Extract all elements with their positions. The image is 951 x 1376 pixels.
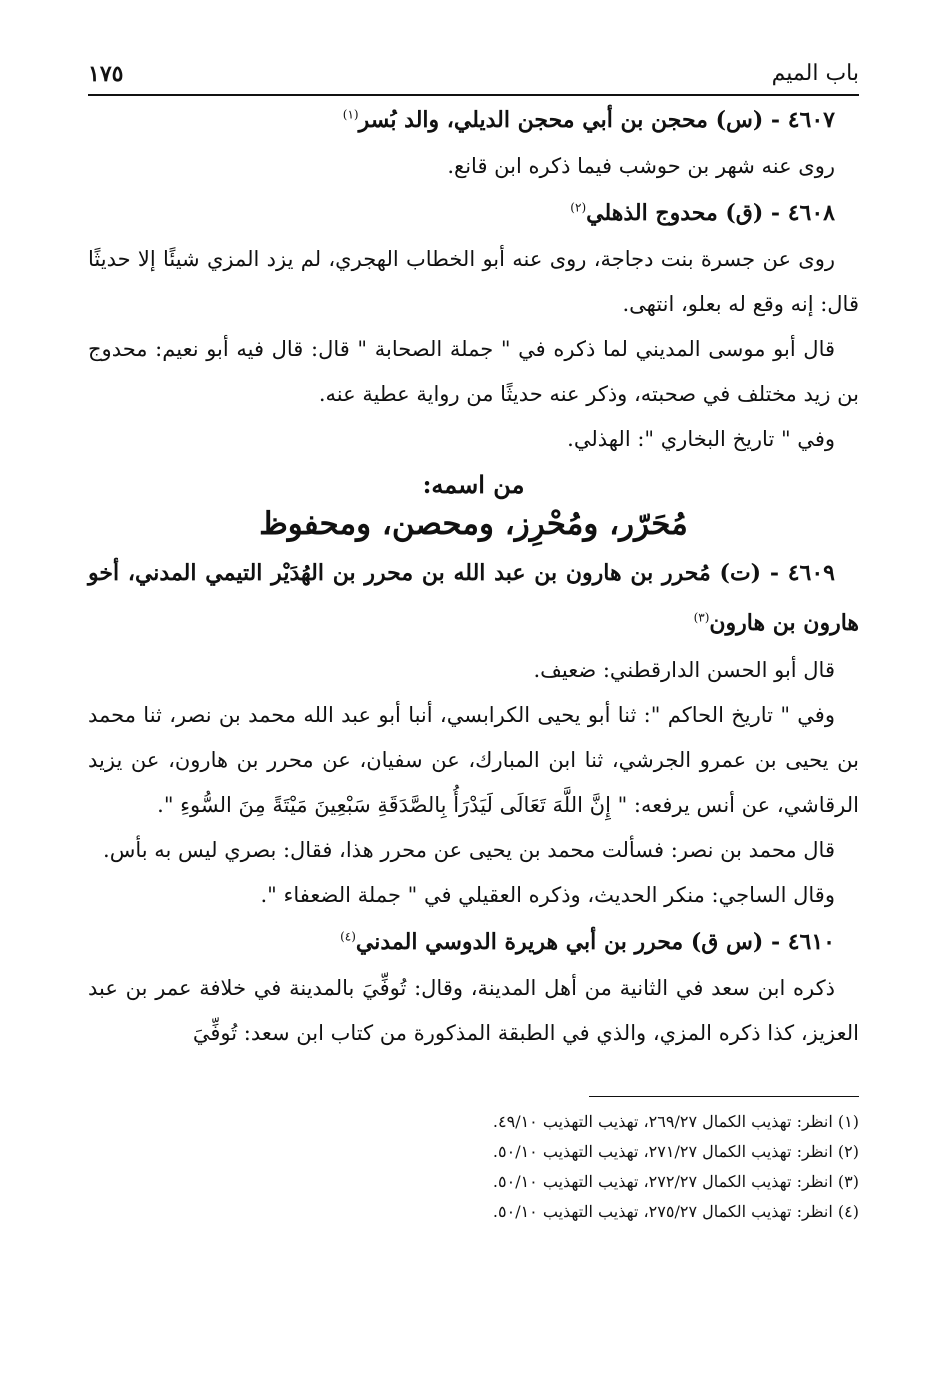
entry-paragraph: وفي " تاريخ البخاري ": الهذلي. xyxy=(567,427,835,451)
entry-paragraph: قال أبو موسى المديني لما ذكره في " جملة الصحابة " قال: قال فيه أبو نعيم: محدوج بن زيد مختلف في صحبته، وذكر عنه حديثًا من رواية عطية عنه. xyxy=(88,337,859,406)
footnote-3: (٣) انظر: تهذيب الكمال ٢٧٢/٢٧، تهذيب التهذيب ٥٠/١٠. xyxy=(492,1172,859,1191)
main-text xyxy=(88,96,859,1056)
entry-4609 xyxy=(88,548,859,918)
entry-title xyxy=(88,918,859,966)
footnote-2: (٢) انظر: تهذيب الكمال ٢٧١/٢٧، تهذيب التهذيب ٥٠/١٠. xyxy=(492,1142,859,1161)
book-page xyxy=(88,60,859,1336)
entry-paragraph: روى عن جسرة بنت دجاجة، روى عنه أبو الخطاب الهجري، لم يزد المزي شيئًا إلا حديثًا قال: إنه وقع له بعلو، انتهى. xyxy=(88,247,859,316)
footnote-marker[interactable]: (٣) xyxy=(693,610,710,625)
footnote-marker[interactable]: (٢) xyxy=(570,200,587,215)
entry-title xyxy=(88,96,859,144)
entry-4608 xyxy=(88,189,859,462)
section-intro: من اسمه: xyxy=(422,470,525,499)
entry-paragraph: قال أبو الحسن الدارقطني: ضعيف. xyxy=(533,658,835,682)
entry-paragraph: روى عنه شهر بن حوشب فيما ذكره ابن قانع. xyxy=(447,154,835,178)
footnote-marker[interactable]: (١) xyxy=(342,107,359,122)
chapter-title: باب الميم xyxy=(771,61,859,86)
footnote-1: (١) انظر: تهذيب الكمال ٢٦٩/٢٧، تهذيب التهذيب ٤٩/١٠. xyxy=(492,1112,859,1131)
entry-title-text: ٤٦١٠ - (س ق) محرر بن أبي هريرة الدوسي المدني xyxy=(355,929,835,955)
footnote-divider xyxy=(589,1096,859,1097)
entry-title-text: ٤٦٠٨ - (ق) محدوج الذهلي xyxy=(586,200,835,226)
entry-title xyxy=(88,548,859,648)
entry-paragraph: وفي " تاريخ الحاكم ": ثنا أبو يحيى الكرابسي، أنبا أبو عبد الله محمد بن نصر، ثنا محمد بن يحيى بن عمرو الجرشي، ثنا ابن المبارك، عن سفيان، عن محرر بن هارون، عن يزيد الرقاشي، عن أنس يرفعه: " إِنَّ اللَّهَ تَعَالَى لَيَدْرَأُ بِالصَّدَقَةِ سَبْعِينَ مَيْتَةً مِنَ السُّوءِ ". xyxy=(88,703,859,817)
entry-paragraph: قال محمد بن نصر: فسألت محمد بن يحيى عن محرر هذا، فقال: بصري ليس به بأس. xyxy=(103,838,835,862)
entry-paragraph: وقال الساجي: منكر الحديث، وذكره العقيلي في " جملة الضعفاء ". xyxy=(260,883,835,907)
entry-title xyxy=(88,189,859,237)
running-header xyxy=(88,60,859,96)
footnote-4: (٤) انظر: تهذيب الكمال ٢٧٥/٢٧، تهذيب التهذيب ٥٠/١٠. xyxy=(492,1202,859,1221)
entry-paragraph: ذكره ابن سعد في الثانية من أهل المدينة، وقال: تُوفِّيَ بالمدينة في خلافة عمر بن عبد العزيز، كذا ذكره المزي، والذي في الطبقة المذكورة من كتاب ابن سعد: تُوفِّيَ xyxy=(88,976,859,1045)
footnotes xyxy=(88,1107,859,1227)
entry-4607 xyxy=(88,96,859,189)
entry-title-text: ٤٦٠٧ - (س) محجن بن أبي محجن الديلي، والد بُسر xyxy=(358,107,835,133)
section-names: مُحَرّر، ومُحْرِز، ومحصن، ومحفوظ xyxy=(259,506,688,542)
entry-4610 xyxy=(88,918,859,1056)
section-heading xyxy=(88,468,859,546)
page-number: ١٧٥ xyxy=(88,61,124,87)
footnote-marker[interactable]: (٤) xyxy=(340,929,356,944)
entry-title-text: ٤٦٠٩ - (ت) مُحرر بن هارون بن عبد الله بن محرر بن الهُدَيْر التيمي المدني، أخو هارون بن هارون xyxy=(88,560,859,636)
